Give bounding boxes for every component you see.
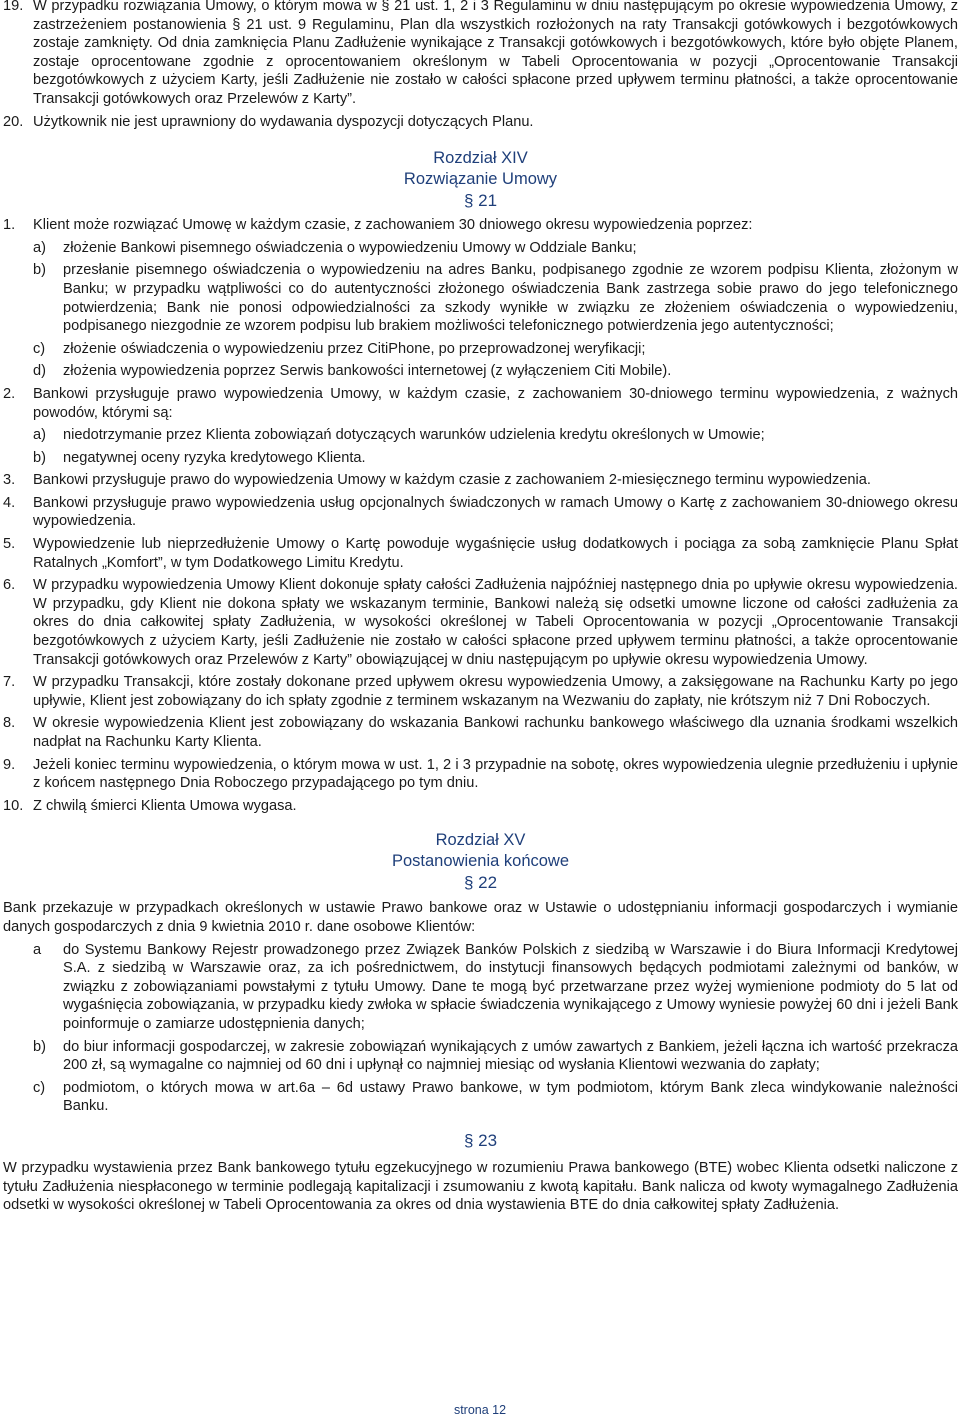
list-item xyxy=(3,216,958,235)
item-text: W okresie wypowiedzenia Klient jest zobowiązany do wskazania Bankowi rachunku bankowego właściwego dla uznania środkami wszelkich nadpłat na Rachunku Karty Klienta. xyxy=(33,715,958,750)
list-item xyxy=(3,385,958,422)
item-text: W przypadku Transakcji, które zostały dokonane przed upływem okresu wypowiedzenia Umowy, a zaksięgowane na Rachunku Karty po jego upływie, Klient jest zobowiązany do ich spłaty zgodnie z terminem wskazanym na Wezwaniu do zapłaty, nie krótszym niż 7 Dni Roboczych. xyxy=(33,674,958,709)
item-text: Bankowi przysługuje prawo wypowiedzenia usług opcjonalnych świadczonych w ramach Umowy o Kartę z zachowaniem 30-dniowego okresu wypowiedzenia. xyxy=(33,494,958,530)
sub-item-letter: b) xyxy=(33,449,46,466)
sub-item-letter: c) xyxy=(33,340,46,357)
sub-item xyxy=(3,362,958,381)
sub-item-text: przesłanie pisemnego oświadczenia o wypowiedzeniu na adres Banku, podpisanego zgodnie ze wzorem podpisu Klienta, złożonym w Banku; w przypadku wątpliwości co do autentyczności złożonego oświadczenia Bank zastrzega sobie prawo do jego telefonicznego potwierdzenia; Bank nie ponosi odpowiedzialności za szkody wynikłe w związku ze złożeniem oświadczenia o wypowiedzeniu, podpisanego niezgodnie ze wzorem podpisu lub brakiem możliwości telefonicznego potwierdzenia jego autentyczności; xyxy=(63,262,958,335)
list-item xyxy=(3,0,958,109)
sub-item xyxy=(3,941,958,1034)
chapter-title: Rozdział XV xyxy=(435,831,526,850)
section-23-heading xyxy=(3,1130,958,1151)
item-number: 1. xyxy=(3,217,16,234)
item-number: 10. xyxy=(3,797,24,814)
item-text: Wypowiedzenie lub nieprzedłużenie Umowy o Kartę powoduje wygaśnięcie usług dodatkowych i pociąga za sobą zamknięcie Planu Spłat Ratalnych „Komfort”, w tym Dodatkowego Limitu Kredytu. xyxy=(33,536,958,571)
item-text: Klient może rozwiązać Umowę w każdym czasie, z zachowaniem 30 dniowego okresu wypowiedzenia poprzez: xyxy=(33,217,753,234)
item-number: 20. xyxy=(3,113,24,130)
list-item xyxy=(3,756,958,793)
sub-item-text: do Systemu Bankowy Rejestr prowadzonego przez Związek Banków Polskich z siedzibą w Warszawie i do Biura Informacji Kredytowej S.A. z siedzibą w Warszawie oraz, za ich pośrednictwem, do instytucji finansowych będących podmiotami zależnymi od banków, w związku z zobowiązaniami powstałymi z tytułu Umowy. Dane te mogą być przetwarzane przez wyżej wymienione podmioty do 5 lat od wygaśnięcia zobowiązania, w przypadku kiedy zwłoka w spłacie świadczenia wynikającego z Umowy wyniesie powyżej 60 dni i jeżeli Bank poinformuje o zamiarze udostępnienia danych; xyxy=(63,941,958,1032)
item-number: 9. xyxy=(3,756,16,773)
sub-item xyxy=(3,449,958,468)
item-number: 3. xyxy=(3,472,16,489)
list-item xyxy=(3,576,958,669)
section-23-text: W przypadku wystawienia przez Bank bankowego tytułu egzekucyjnego w rozumieniu Prawa bankowego (BTE) wobec Klienta odsetki naliczone z tytułu Zadłużenia niespłaconego w terminie podlegają kapitalizacji i zsumowaniu z kwotą kapitału. Bank nalicza od kwoty wymagalnego Zadłużenia odsetki w wysokości określonej w Tabeli Oprocentowania za okres od dnia wystawienia BTE do dnia całkowitej spłaty Zadłużenia. xyxy=(3,1159,958,1214)
item-text: Użytkownik nie jest uprawniony do wydawania dyspozycji dotyczących Planu. xyxy=(33,113,534,130)
sub-item-letter: c) xyxy=(33,1079,46,1096)
sub-item xyxy=(3,1038,958,1075)
page-number: strona 12 xyxy=(453,1403,507,1417)
sub-item xyxy=(3,426,958,445)
item-number: 8. xyxy=(3,715,16,732)
chapter-15-heading xyxy=(3,830,958,893)
sub-item-letter: a) xyxy=(33,239,46,256)
section-number: § 22 xyxy=(463,873,498,893)
sub-item xyxy=(3,239,958,258)
item-number: 4. xyxy=(3,494,16,511)
item-text: W przypadku rozwiązania Umowy, o którym mowa w § 21 ust. 1, 2 i 3 Regulaminu w dniu następującym po okresie wypowiedzenia Umowy, z zastrzeżeniem postanowienia § 21 ust. 9 Regulaminu, Plan dla wszystkich rozłożonych na raty Transakcji gotówkowych i bezgotówkowych zostaje zamknięty. Od dnia zamknięcia Planu Zadłużenie wynikające z Transakcji gotówkowych i bezgotówkowych, które było objęte Planem, zostaje oprocentowane zgodnie z oprocentowaniem określonym w Tabeli Oprocentowania w pozycji „Oprocentowanie Transakcji bezgotówkowych z użyciem Karty, jeśli Zadłużenie nie zostało w całości spłacone przed upływem terminu płatności, a także oprocentowanie Transakcji gotówkowych oraz Przelewów z Karty”. xyxy=(33,0,958,107)
chapter-subtitle: Postanowienia końcowe xyxy=(391,852,570,871)
section-number: § 23 xyxy=(463,1130,498,1150)
list-item xyxy=(3,673,958,710)
list-item xyxy=(3,471,958,490)
list-item xyxy=(3,113,958,132)
sub-item-text: złożenie Bankowi pisemnego oświadczenia o wypowiedzeniu Umowy w Oddziale Banku; xyxy=(63,239,637,256)
item-text: Bankowi przysługuje prawo do wypowiedzenia Umowy w każdym czasie z zachowaniem 2-miesięcznego terminu wypowiedzenia. xyxy=(33,472,871,489)
sub-item-letter: d) xyxy=(33,363,46,380)
chapter-subtitle: Rozwiązanie Umowy xyxy=(403,170,558,189)
sub-item-letter: a) xyxy=(33,427,46,444)
sub-item-text: negatywnej oceny ryzyka kredytowego Klienta. xyxy=(63,449,366,466)
sub-item-letter: b) xyxy=(33,1038,46,1055)
item-text: Z chwilą śmierci Klienta Umowa wygasa. xyxy=(33,797,297,814)
item-text: Bankowi przysługuje prawo wypowiedzenia Umowy, w każdym czasie, z zachowaniem 30-dniowego terminu wypowiedzenia, z ważnych powodów, którymi są: xyxy=(33,385,958,421)
item-text: Jeżeli koniec terminu wypowiedzenia, o którym mowa w ust. 1, 2 i 3 przypadnie na sobotę, okres wypowiedzenia ulegnie przedłużeniu i upłynie z końcem następnego Dnia Roboczego przypadającego po tym dniu. xyxy=(33,756,958,792)
item-text: W przypadku wypowiedzenia Umowy Klient dokonuje spłaty całości Zadłużenia najpóźniej następnego dnia po upływie okresu wypowiedzenia. W przypadku, gdy Klient nie dokona spłaty we wskazanym terminie, Bankowi należą się odsetki umowne liczone od całości zadłużenia za okres do dnia całkowitej spłaty Zadłużenia, w wysokości określonej w Tabeli Oprocentowania w pozycji „Oprocentowanie Transakcji bezgotówkowych z użyciem Karty, jeśli Zadłużenie nie zostało w całości spłacone przed upływem terminu płatności, a także oprocentowanie Transakcji gotówkowych oraz Przelewów z Karty” obowiązującej w dniu następującym po upływie okresu wypowiedzenia Umowy. xyxy=(33,577,958,668)
section-22-intro: Bank przekazuje w przypadkach określonych w ustawie Prawo bankowe oraz w Ustawie o udostępnianiu informacji gospodarczych i wymianie danych gospodarczych z dnia 9 kwietnia 2010 r. dane osobowe Klientów: xyxy=(3,900,958,935)
item-number: 19. xyxy=(3,0,24,14)
sub-item xyxy=(3,340,958,359)
chapter-title: Rozdział XIV xyxy=(433,149,528,168)
list-item xyxy=(3,797,958,816)
list-item xyxy=(3,714,958,751)
item-number: 5. xyxy=(3,536,16,553)
sub-item xyxy=(3,1079,958,1116)
sub-item-text: podmiotom, o których mowa w art.6a – 6d ustawy Prawo bankowe, w tym podmiotom, którym Bank zleca windykowanie należności Banku. xyxy=(63,1079,958,1115)
list-item xyxy=(3,535,958,572)
sub-item-text: złożenia wypowiedzenia poprzez Serwis bankowości internetowej (z wyłączeniem Citi Mobile). xyxy=(63,363,672,380)
sub-item-text: złożenie oświadczenia o wypowiedzeniu przez CitiPhone, po przeprowadzonej weryfikacji; xyxy=(63,340,646,357)
section-number: § 21 xyxy=(463,191,498,211)
sub-item-letter: a xyxy=(33,941,42,958)
item-number: 7. xyxy=(3,674,16,691)
item-number: 2. xyxy=(3,385,16,402)
sub-item xyxy=(3,261,958,335)
document-page xyxy=(3,0,958,1215)
sub-item-text: niedotrzymanie przez Klienta zobowiązań dotyczących warunków udzielenia kredytu określonych w Umowie; xyxy=(63,427,765,444)
sub-item-letter: b) xyxy=(33,262,46,279)
list-item xyxy=(3,494,958,531)
item-number: 6. xyxy=(3,577,16,594)
sub-item-text: do biur informacji gospodarczej, w zakresie zobowiązań wynikających z umów zawartych z Bankiem, jeżeli łączna ich wartość przekracza 200 zł, są wymagalne co najmniej od 60 dni i upłynął co najmniej miesiąc od wysłania Klientowi wezwania do zapłaty; xyxy=(63,1038,958,1074)
chapter-14-heading xyxy=(3,148,958,211)
